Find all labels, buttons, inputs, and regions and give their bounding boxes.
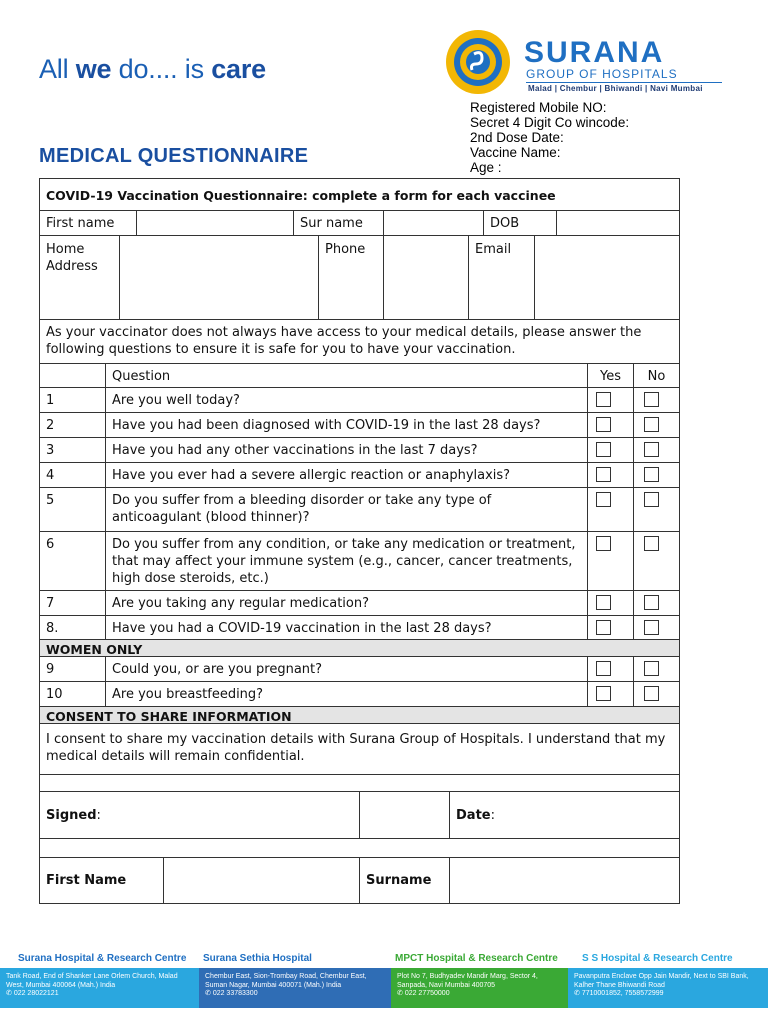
question-number: 8.: [40, 616, 106, 639]
footer-branch-sanpada: [391, 950, 568, 1010]
question-text: Do you suffer from a bleeding disorder or take any type of anticoagulant (blood thinner)?: [106, 488, 588, 531]
footer-branch-chembur: [199, 950, 391, 1010]
branch-address: Plot No 7, Budhyadev Mandir Marg, Sector 4, Sanpada, Navi Mumbai 400705: [397, 973, 538, 989]
logo-divider: [526, 82, 722, 83]
branch-phone: 022 28022121: [13, 990, 59, 997]
date-cell[interactable]: [450, 792, 679, 838]
question-header-row: [40, 364, 679, 388]
yes-checkbox[interactable]: [596, 661, 611, 676]
question-row: [40, 682, 679, 707]
yes-checkbox[interactable]: [596, 536, 611, 551]
consent-heading-row: [40, 707, 679, 724]
first-name-bottom-label: First Name: [40, 858, 164, 904]
question-number: 9: [40, 657, 106, 681]
question-row: [40, 463, 679, 488]
form-heading: COVID-19 Vaccination Questionnaire: complete a form for each vaccinee: [46, 188, 556, 203]
yes-checkbox[interactable]: [596, 686, 611, 701]
branch-phone: 022 33783300: [212, 990, 258, 997]
registration-info: [470, 100, 629, 175]
questionnaire-form: [39, 178, 680, 904]
email-field[interactable]: [535, 236, 679, 319]
signed-label: Signed: [46, 808, 97, 823]
dob-field[interactable]: [557, 211, 679, 235]
sur-name-label: Sur name: [294, 211, 384, 235]
branch-address: Pavanputra Enclave Opp Jain Mandir, Next to SBI Bank, Kalher Thane Bhiwandi Road: [574, 973, 749, 989]
signed-colon: :: [96, 808, 101, 823]
question-row: [40, 616, 679, 640]
surname-bottom-field[interactable]: [450, 858, 679, 904]
branch-info: [199, 968, 391, 1008]
date-label: Date: [456, 808, 491, 823]
question-number: 5: [40, 488, 106, 531]
sun-emblem-icon: [428, 24, 516, 96]
footer-branch-malad: [0, 950, 199, 1010]
question-row: [40, 488, 679, 532]
secret-code-label: Secret 4 Digit Co wincode:: [470, 115, 630, 130]
intro-text: As your vaccinator does not always have access to your medical details, please answer the following questions to ensure it is safe for you to have your vaccination.: [46, 325, 642, 357]
phone-icon: ✆: [6, 990, 14, 997]
first-name-label: First name: [40, 211, 137, 235]
branch-name: Surana Hospital & Research Centre: [18, 953, 187, 964]
branch-info: [0, 968, 199, 1008]
phone-icon: ✆: [574, 990, 582, 997]
question-number: 7: [40, 591, 106, 615]
name-row: [40, 211, 679, 236]
sur-name-field[interactable]: [384, 211, 484, 235]
no-checkbox[interactable]: [644, 492, 659, 507]
no-checkbox[interactable]: [644, 686, 659, 701]
home-address-field[interactable]: [120, 236, 319, 319]
no-header: No: [647, 369, 666, 384]
no-checkbox[interactable]: [644, 442, 659, 457]
question-number: 1: [40, 388, 106, 412]
num-header: [40, 364, 106, 387]
branch-phone: 7710001852, 7558572999: [581, 990, 664, 997]
footer: [0, 950, 768, 1010]
question-number: 4: [40, 463, 106, 487]
page-title: MEDICAL QUESTIONNAIRE: [39, 145, 309, 167]
branch-info: [568, 968, 768, 1008]
women-only-heading: WOMEN ONLY: [40, 640, 679, 656]
branch-name: Surana Sethia Hospital: [203, 953, 312, 964]
consent-heading: CONSENT TO SHARE INFORMATION: [40, 707, 679, 723]
question-number: 10: [40, 682, 106, 706]
dob-label: DOB: [484, 211, 557, 235]
yes-header: Yes: [588, 364, 634, 387]
consent-text: I consent to share my vaccination details with Surana Group of Hospitals. I understand that my medical details will remain confidential.: [46, 732, 666, 764]
phone-field[interactable]: [384, 236, 469, 319]
intro-row: [40, 320, 679, 364]
date-colon: :: [490, 808, 495, 823]
phone-label: Phone: [319, 236, 384, 319]
phone-icon: ✆: [205, 990, 213, 997]
question-row: [40, 657, 679, 682]
no-checkbox[interactable]: [644, 536, 659, 551]
no-checkbox[interactable]: [644, 417, 659, 432]
footer-branch-bhiwandi: [568, 950, 768, 1010]
question-text: Are you breastfeeding?: [106, 682, 588, 706]
question-number: 2: [40, 413, 106, 437]
home-address-label: Home Address: [40, 236, 120, 319]
yes-checkbox[interactable]: [596, 442, 611, 457]
question-row: [40, 532, 679, 591]
branch-address: Tank Road, End of Shanker Lane Orlem Church, Malad West, Mumbai 400064 (Mah.) India: [6, 973, 178, 989]
consent-text-row: [40, 724, 679, 775]
no-checkbox[interactable]: [644, 620, 659, 635]
first-name-bottom-field[interactable]: [164, 858, 360, 904]
phone-icon: ✆: [397, 990, 405, 997]
branch-info: [391, 968, 568, 1008]
logo-branches: Malad | Chembur | Bhiwandi | Navi Mumbai: [528, 84, 703, 93]
signature-row: [40, 792, 679, 839]
logo-subtitle: GROUP OF HOSPITALS: [526, 67, 678, 81]
logo-name: SURANA: [524, 36, 665, 69]
no-checkbox[interactable]: [644, 392, 659, 407]
spacer-row: [40, 839, 679, 858]
surname-bottom-label: Surname: [360, 858, 450, 904]
yes-checkbox[interactable]: [596, 492, 611, 507]
question-text: Have you had been diagnosed with COVID-19 in the last 28 days?: [106, 413, 588, 437]
question-text: Could you, or are you pregnant?: [106, 657, 588, 681]
second-dose-date-label: 2nd Dose Date:: [470, 130, 564, 145]
question-text: Have you ever had a severe allergic reaction or anaphylaxis?: [106, 463, 588, 487]
question-text: Have you had a COVID-19 vaccination in the last 28 days?: [106, 616, 588, 639]
question-text: Are you taking any regular medication?: [106, 591, 588, 615]
question-text: Have you had any other vaccinations in the last 7 days?: [106, 438, 588, 462]
question-header: Question: [106, 364, 588, 387]
signature-gap: [360, 792, 450, 838]
women-only-row: [40, 640, 679, 657]
no-checkbox[interactable]: [644, 595, 659, 610]
question-row: [40, 591, 679, 616]
question-row: [40, 438, 679, 463]
yes-checkbox[interactable]: [596, 620, 611, 635]
question-text: Do you suffer from any condition, or take any medication or treatment, that may affect your immune system (e.g., cancer, cancer treatments, high dose steroids, etc.): [106, 532, 588, 590]
yes-checkbox[interactable]: [596, 467, 611, 482]
bottom-name-row: [40, 858, 679, 904]
vaccine-name-label: Vaccine Name:: [470, 145, 561, 160]
tagline: All we do.... is care: [39, 54, 266, 84]
registered-mobile-label: Registered Mobile NO:: [470, 100, 607, 115]
question-row: [40, 413, 679, 438]
question-number: 6: [40, 532, 106, 590]
branch-address: Chembur East, Sion-Trombay Road, Chembur East, Suman Nagar, Mumbai 400071 (Mah.) India: [205, 973, 367, 989]
question-text: Are you well today?: [106, 388, 588, 412]
branch-phone: 022 27750000: [404, 990, 450, 997]
yes-checkbox[interactable]: [596, 417, 611, 432]
surana-logo: [428, 24, 728, 96]
no-checkbox[interactable]: [644, 467, 659, 482]
spacer-row: [40, 775, 679, 792]
yes-checkbox[interactable]: [596, 595, 611, 610]
yes-checkbox[interactable]: [596, 392, 611, 407]
branch-name: MPCT Hospital & Research Centre: [395, 953, 558, 964]
age-label: Age :: [470, 160, 502, 175]
question-row: [40, 388, 679, 413]
first-name-field[interactable]: [137, 211, 294, 235]
signed-cell[interactable]: [40, 792, 360, 838]
no-checkbox[interactable]: [644, 661, 659, 676]
branch-name: S S Hospital & Research Centre: [582, 953, 733, 964]
question-number: 3: [40, 438, 106, 462]
address-row: [40, 236, 679, 320]
form-heading-row: [40, 179, 679, 211]
email-label: Email: [469, 236, 535, 319]
